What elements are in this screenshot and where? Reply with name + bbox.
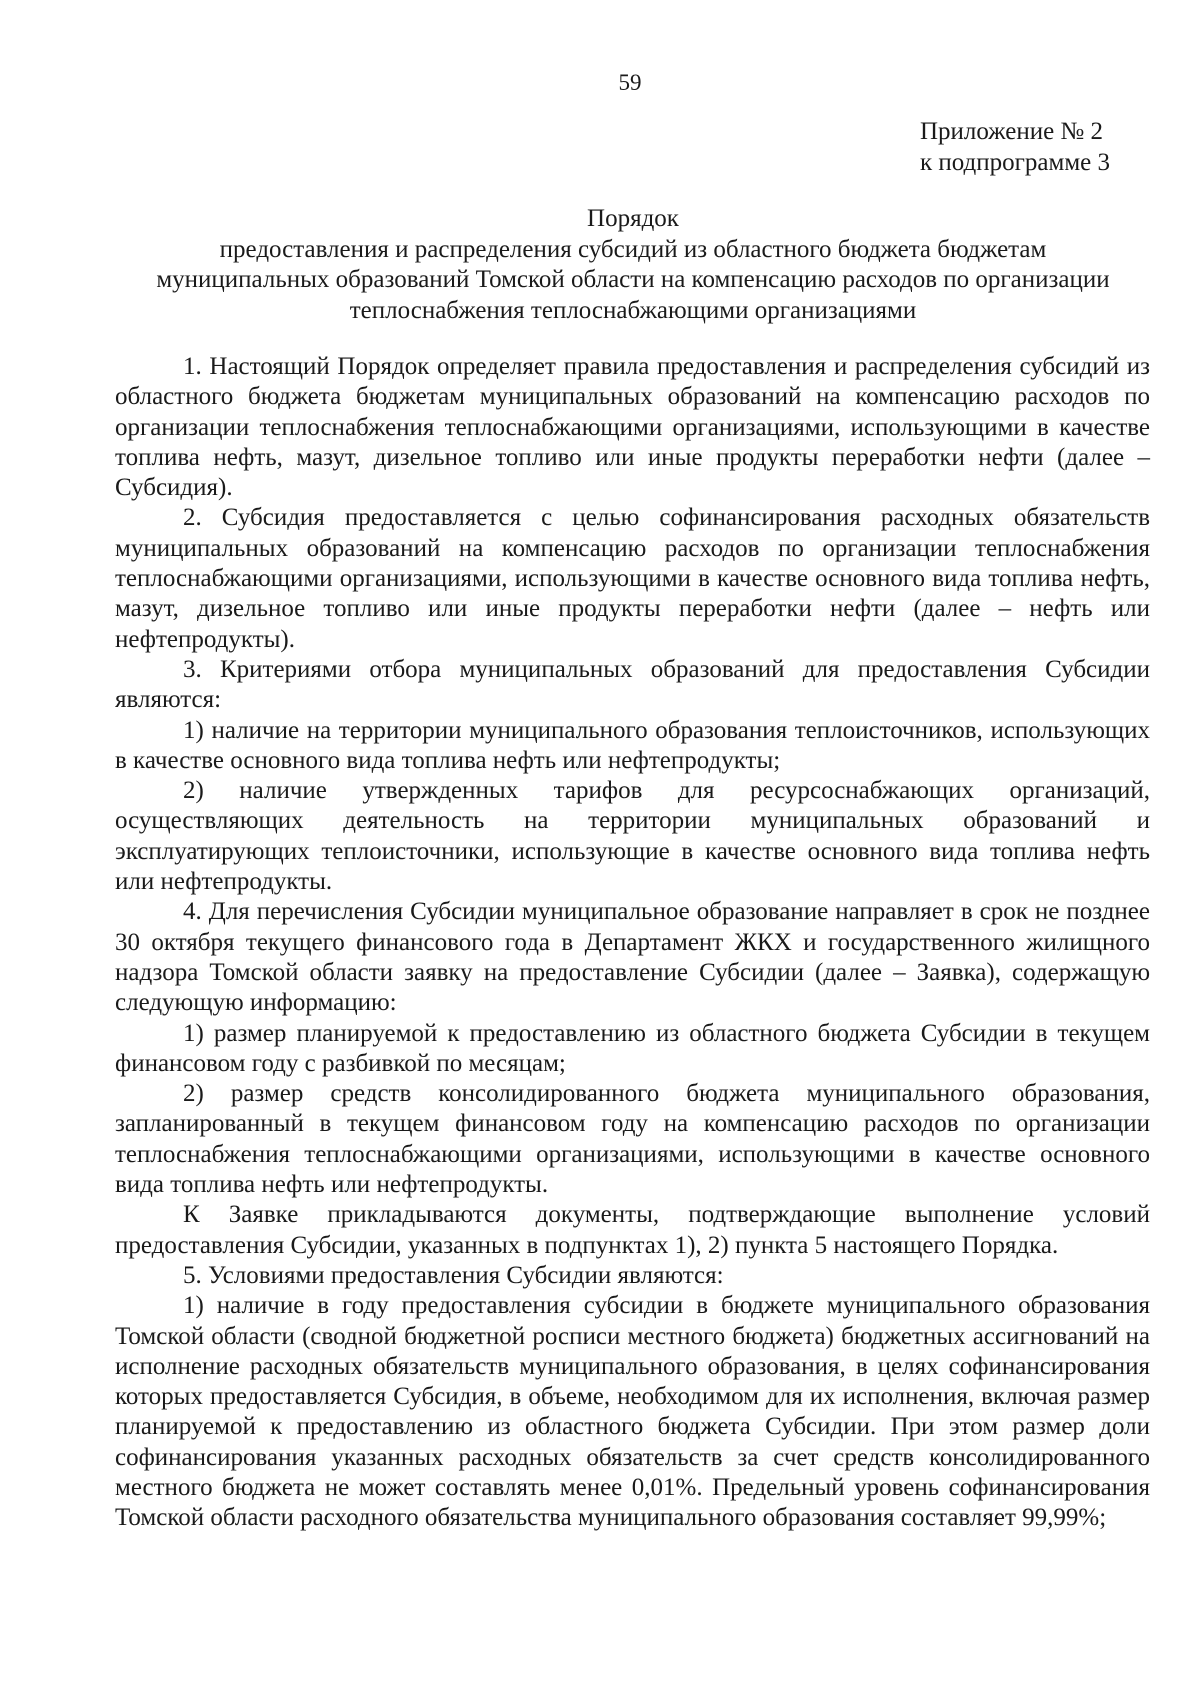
appendix-line-2: к подпрограмме 3 — [920, 149, 1110, 176]
title-line-1: Порядок — [587, 205, 679, 232]
appendix-note — [920, 116, 1110, 178]
paragraph-4-item-2: 2) размер средств консолидированного бюджета муниципального образования, запланированный в текущем финансовом году на компенсацию расходов по организации теплоснабжения теплоснабжающими организациями, использующими в качестве основного вида топлива нефть или нефтепродукты. — [115, 1080, 1150, 1199]
title-line-4: теплоснабжения теплоснабжающими организациями — [349, 296, 917, 324]
paragraph-4-item-1: 1) размер планируемой к предоставлению из областного бюджета Субсидии в текущем финансовом году с разбивкой по месяцам; — [115, 1019, 1150, 1077]
paragraph-4-attachment: К Заявке прикладываются документы, подтверждающие выполнение условий предоставления Субсидии, указанных в подпунктах 1), 2) пункта 5 настоящего Порядка. — [115, 1201, 1150, 1259]
paragraph-3-item-2: 2) наличие утвержденных тарифов для ресурсоснабжающих организаций, осуществляющих деятельность на территории муниципальных образований и эксплуатирующих теплоисточники, использующие в качестве основного вида топлива нефть или нефтепродукты. — [115, 777, 1150, 896]
appendix-line-1: Приложение № 2 — [920, 118, 1104, 145]
page-number: 59 — [618, 70, 642, 95]
paragraph-1: 1. Настоящий Порядок определяет правила предоставления и распределения субсидий из областного бюджета бюджетам муниципальных образований на компенсацию расходов по организации теплоснабжения теплоснабжающими организациями, использующими в качестве топлива нефть, мазут, дизельное топливо или иные продукты переработки нефти (далее – Субсидия). — [115, 353, 1150, 502]
paragraph-4: 4. Для перечисления Субсидии муниципальное образование направляет в срок не позднее 30 октября текущего финансового года в Департамент ЖКХ и государственного жилищного надзора Томской области заявку на предоставление Субсидии (далее – Заявка), содержащую следующую информацию: — [115, 898, 1150, 1017]
document-body — [115, 352, 1150, 1534]
paragraph-3-item-1: 1) наличие на территории муниципального образования теплоисточников, использующих в качестве основного вида топлива нефть или нефтепродукты; — [115, 716, 1150, 774]
title-line-2: предоставления и распределения субсидий из областного бюджета бюджетам — [219, 235, 1047, 263]
paragraph-3: 3. Критериями отбора муниципальных образований для предоставления Субсидии являются: — [115, 655, 1150, 714]
paragraph-2: 2. Субсидия предоставляется с целью софинансирования расходных обязательств муниципальных образований на компенсацию расходов по организации теплоснабжения теплоснабжающими организациями, использующими в качестве основного вида топлива нефть, мазут, дизельное топливо или иные продукты переработки нефти (далее – нефть или нефтепродукты). — [115, 504, 1150, 653]
title-line-3: муниципальных образований Томской области на компенсацию расходов по организации — [156, 266, 1110, 293]
paragraph-5: 5. Условиями предоставления Субсидии являются: — [183, 1261, 724, 1289]
paragraph-5-item-1: 1) наличие в году предоставления субсидии в бюджете муниципального образования Томской области (сводной бюджетной росписи местного бюджета) бюджетных ассигнований на исполнение расходных обязательств муниципального образования, в целях софинансирования которых предоставляется Субсидия, в объеме, необходимом для их исполнения, включая размер планируемой к предоставлению из областного бюджета Субсидии. При этом размер доли софинансирования указанных расходных обязательств за счет средств консолидированного местного бюджета не может составлять менее 0,01%. Предельный уровень софинансирования Томской области расходного обязательства муниципального образования составляет 99,99%; — [115, 1292, 1150, 1532]
document-title — [108, 204, 1158, 326]
